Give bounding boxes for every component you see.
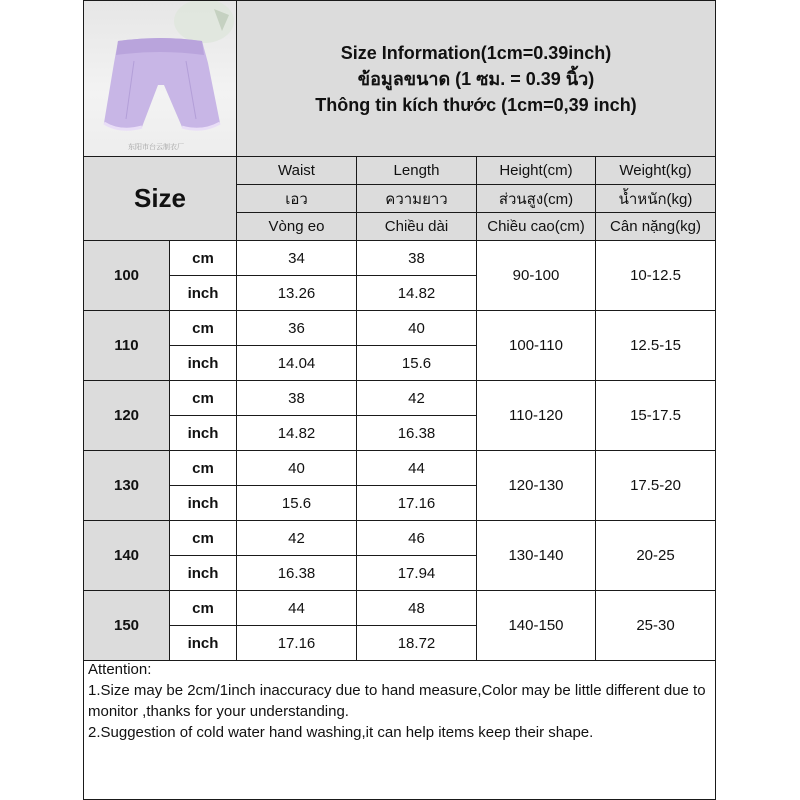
weight-range: 17.5-20 bbox=[596, 451, 715, 521]
height-range: 120-130 bbox=[477, 451, 596, 521]
title-vietnamese: Thông tin kích thước (1cm=0,39 inch) bbox=[315, 94, 637, 115]
notes-heading: Attention: bbox=[88, 661, 152, 678]
column-header-2-vi: Chiều cao(cm) bbox=[477, 213, 596, 241]
unit-cm-label: cm bbox=[170, 591, 237, 626]
unit-inch-label: inch bbox=[170, 626, 237, 661]
attention-notes bbox=[84, 657, 715, 799]
weight-range: 25-30 bbox=[596, 591, 715, 661]
height-range: 110-120 bbox=[477, 381, 596, 451]
size-value: 140 bbox=[84, 521, 170, 591]
length-inch: 18.72 bbox=[357, 626, 477, 661]
column-header-1-vi: Chiều dài bbox=[357, 213, 477, 241]
height-range: 140-150 bbox=[477, 591, 596, 661]
waist-inch: 13.26 bbox=[237, 276, 357, 311]
waist-cm: 42 bbox=[237, 521, 357, 556]
column-header-3-th: น้ำหนัก(kg) bbox=[596, 185, 715, 213]
title-thai: ข้อมูลขนาด (1 ซม. = 0.39 นิ้ว) bbox=[357, 68, 595, 89]
unit-inch-label: inch bbox=[170, 486, 237, 521]
weight-range: 10-12.5 bbox=[596, 241, 715, 311]
column-header-3-en: Weight(kg) bbox=[596, 157, 715, 185]
title-english: Size Information(1cm=0.39inch) bbox=[340, 42, 612, 63]
height-range: 130-140 bbox=[477, 521, 596, 591]
height-range: 100-110 bbox=[477, 311, 596, 381]
waist-cm: 36 bbox=[237, 311, 357, 346]
unit-inch-label: inch bbox=[170, 556, 237, 591]
size-header: Size bbox=[84, 157, 237, 241]
unit-inch-label: inch bbox=[170, 346, 237, 381]
length-inch: 17.16 bbox=[357, 486, 477, 521]
waist-inch: 14.82 bbox=[237, 416, 357, 451]
waist-cm: 38 bbox=[237, 381, 357, 416]
size-value: 110 bbox=[84, 311, 170, 381]
column-header-3-vi: Cân nặng(kg) bbox=[596, 213, 715, 241]
size-information-title bbox=[237, 1, 715, 157]
notes-line-1: 1.Size may be 2cm/1inch inaccuracy due to hand measure,Color may be little different due to monitor ,thanks for your understanding. bbox=[88, 682, 706, 720]
size-value: 130 bbox=[84, 451, 170, 521]
unit-inch-label: inch bbox=[170, 276, 237, 311]
size-value: 100 bbox=[84, 241, 170, 311]
height-range: 90-100 bbox=[477, 241, 596, 311]
length-inch: 17.94 bbox=[357, 556, 477, 591]
column-header-2-en: Height(cm) bbox=[477, 157, 596, 185]
waist-cm: 40 bbox=[237, 451, 357, 486]
column-header-0-vi: Vòng eo bbox=[237, 213, 357, 241]
weight-range: 20-25 bbox=[596, 521, 715, 591]
length-cm: 38 bbox=[357, 241, 477, 276]
unit-inch-label: inch bbox=[170, 416, 237, 451]
column-header-0-th: เอว bbox=[237, 185, 357, 213]
waist-inch: 17.16 bbox=[237, 626, 357, 661]
length-cm: 48 bbox=[357, 591, 477, 626]
waist-inch: 14.04 bbox=[237, 346, 357, 381]
length-cm: 42 bbox=[357, 381, 477, 416]
column-header-1-th: ความยาว bbox=[357, 185, 477, 213]
unit-cm-label: cm bbox=[170, 311, 237, 346]
waist-cm: 44 bbox=[237, 591, 357, 626]
notes-line-2: 2.Suggestion of cold water hand washing,it can help items keep their shape. bbox=[88, 724, 594, 741]
product-photo bbox=[84, 1, 237, 157]
photo-watermark: 东阳市台云制衣厂 bbox=[128, 143, 184, 151]
waist-inch: 15.6 bbox=[237, 486, 357, 521]
length-cm: 46 bbox=[357, 521, 477, 556]
column-header-0-en: Waist bbox=[237, 157, 357, 185]
length-cm: 44 bbox=[357, 451, 477, 486]
length-inch: 14.82 bbox=[357, 276, 477, 311]
waist-inch: 16.38 bbox=[237, 556, 357, 591]
length-inch: 16.38 bbox=[357, 416, 477, 451]
length-cm: 40 bbox=[357, 311, 477, 346]
size-chart-sheet bbox=[83, 0, 716, 800]
weight-range: 12.5-15 bbox=[596, 311, 715, 381]
shorts-illustration bbox=[84, 1, 236, 156]
waist-cm: 34 bbox=[237, 241, 357, 276]
unit-cm-label: cm bbox=[170, 241, 237, 276]
column-header-1-en: Length bbox=[357, 157, 477, 185]
size-value: 120 bbox=[84, 381, 170, 451]
length-inch: 15.6 bbox=[357, 346, 477, 381]
size-value: 150 bbox=[84, 591, 170, 661]
unit-cm-label: cm bbox=[170, 521, 237, 556]
column-header-2-th: ส่วนสูง(cm) bbox=[477, 185, 596, 213]
unit-cm-label: cm bbox=[170, 451, 237, 486]
unit-cm-label: cm bbox=[170, 381, 237, 416]
weight-range: 15-17.5 bbox=[596, 381, 715, 451]
